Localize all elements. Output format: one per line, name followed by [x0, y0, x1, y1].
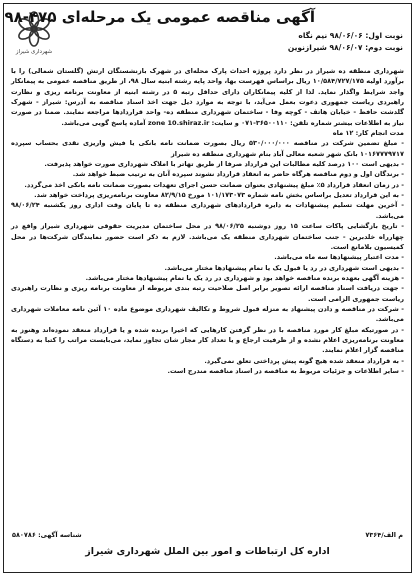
condition-item: - در زمان انعقاد قرارداد ۵٪ مبلغ پیشنهادی بعنوان ضمانت حسن اجرای تعهدات بصورت ضمانت نامه بانکی اخذ می‌گردد. — [24, 180, 404, 189]
condition-item: - بدیهی است شهرداری در رد یا قبول یک یا تمام پیشنهادها مختار می‌باشد. — [164, 263, 404, 272]
condition-item: - تاریخ بازگشایی پاکات ساعت ۱۵ روز دوشنبه ۹۸/۰۶/۲۵ در محل ساختمان مدیریت حقوقی شهرداری شیراز واقع در چهارراه خلدبرین - جنب ساختمان شهرداری منطقه یک می‌باشد. لازم به ذکر است حضور نمایندگان شرکت‌ها در محل کمیسیون بلامانع است. — [11, 222, 404, 251]
page-title: آگهی مناقصه عمومی یک مرحله‌ای ۴۷۵-۹۸ — [4, 8, 315, 26]
duration-line: مدت انجام کار: ۱۲ ماه — [332, 129, 404, 138]
condition-item: - در صورتیکه مبلغ کار مورد مناقصه با در نظر گرفتن کارهایی که اخیرا برنده شده و یا قرارداد منعقد نموده‌اند وهنوز به معاونت برنامه‌ریزی اعلام نشده و از ظرفیت ارجاع و یا تعداد کار مجاز شان تجاوز نماید، می‌بایست مراتب را کتبا به دستگاه مناقصه گزار اعلام نمایند. — [11, 325, 404, 355]
condition-item: - به قرارداد منعقد شده هیچ گونه پیش پرداختی تعلق نمی‌گیرد. — [204, 356, 404, 365]
condition-item: - هزینه آگهی بعهده برنده مناقصه خواهد بود و شهرداری در رد یک یا تمام پیشنهادها مختار می‌باشد. — [85, 273, 404, 282]
intro-paragraph: شهرداری منطقه ده شیراز در نظر دارد پروژه احداث پارک محله‌ای در شهرک بازنشستگان ارتش (گلستان شمالی) را با برآورد اولیه ۱۰/۵۸۴/۷۲۷/۱۷۵ ریال براساس فهرست بها، واحد پایه رشته ابنیه سال ۹۸، از طریق مناقصه عمومی به پیمانکار واجد شرایط واگذار نماید. لذا از کلیه پیمانکاران دارای حداقل رتبه ۵ در رشته ابنیه از معاونت برنامه ریزی و نظارت راهبردی ریاست جمهوری دعوت بعمل می‌آید، با توجه به موارد ذیل جهت اخذ اسناد مناقصه به آدرس: شیراز - شهرک گلدشت حافظ - خیابان هاتف - کوچه وفا - ساختمان شهرداری منطقه ده- واحد قراردادها مراجعه نمایند. ضمنا در صورت نیاز به اطلاعات بیشتر شماره تلفن: ۳۶۵۰۰۱۱۰-۰۷۱ و سایت: zone 10.shiraz.ir آماده پاسخ گویی می‌باشد. — [11, 67, 404, 127]
footer-codes — [12, 531, 403, 539]
condition-item: - آخرین مهلت تسلیم پیشنهادات به دایره قراردادهای شهرداری منطقه ده تا پایان وقت اداری روز یکشنبه ۹۸/۰۶/۲۴ می‌باشد. — [11, 201, 404, 220]
issuing-office: اداره کل ارتباطات و امور بین الملل شهرداری شیراز — [85, 546, 330, 557]
condition-item: - مدت اعتبار پیشنهادها سه ماه می‌باشد. — [274, 253, 404, 262]
logo-caption: شهرداری شیراز — [15, 49, 53, 55]
condition-item: - مبلغ تضمین شرکت در مناقصه ۵۳۰/۰۰۰/۰۰۰ ریال بصورت ضمانت نامه بانکی یا فیش واریزی نقدی بحساب سپرده ۱۰۱۶۷۷۷۹۷۱۷ بانک شهر شعبه معالی آباد بنام شهرداری منطقه ده شیراز — [11, 139, 404, 158]
reference-code: م الف/۷۳۶۴ — [365, 531, 403, 539]
condition-item: - جهت دریافت اسناد مناقصه ارائه تصویر برابر اصل صلاحیت رتبه بندی مربوطه از معاونت برنامه ریزی و نظارت راهبردی ریاست جمهوری الزامی است. — [11, 284, 404, 303]
condition-item: - سایر اطلاعات و جزئیات مربوط به مناقصه در اسناد مناقصه مندرج است. — [167, 366, 404, 375]
condition-item: - شرکت در مناقصه و دادن پیشنهاد به منزله قبول شروط و تکالیف شهرداری موضوع ماده ۱۰ آئین نامه معاملات شهرداری می‌باشد. — [11, 304, 404, 324]
condition-item: - بدیهی است ۱۰۰ درصد کلیه مطالبات این قرارداد صرفا از طریق تهاتر با املاک شهرداری صورت خواهد پذیرفت. — [44, 160, 404, 169]
announcement-body — [11, 66, 404, 376]
second-publication: نوبت دوم: ۹۸/۰۶/۰۷ شیرازنوین — [287, 43, 403, 52]
condition-item: - برندگان اول و دوم مناقصه هرگاه حاضر به انعقاد قرارداد نشوند سپرده آنان به ترتیب ضبط خواهد شد. — [72, 170, 404, 179]
announcement-id: شناسه آگهی: ۵۸۰۷۸۶ — [12, 531, 82, 539]
tender-announcement — [3, 3, 412, 573]
header — [4, 4, 411, 68]
first-publication: نوبت اول: ۹۸/۰۶/۰۶ نیم نگاه — [298, 31, 403, 40]
publication-dates — [288, 30, 403, 54]
condition-item: - به این قرارداد تعدیل براساس بخش نامه شماره ۱۰۱/۱۷۳۰۷۳ مورخ ۸۲/۹/۱۵ معاونت برنامه‌ریزی پرداخت خواهد شد. — [34, 191, 404, 200]
